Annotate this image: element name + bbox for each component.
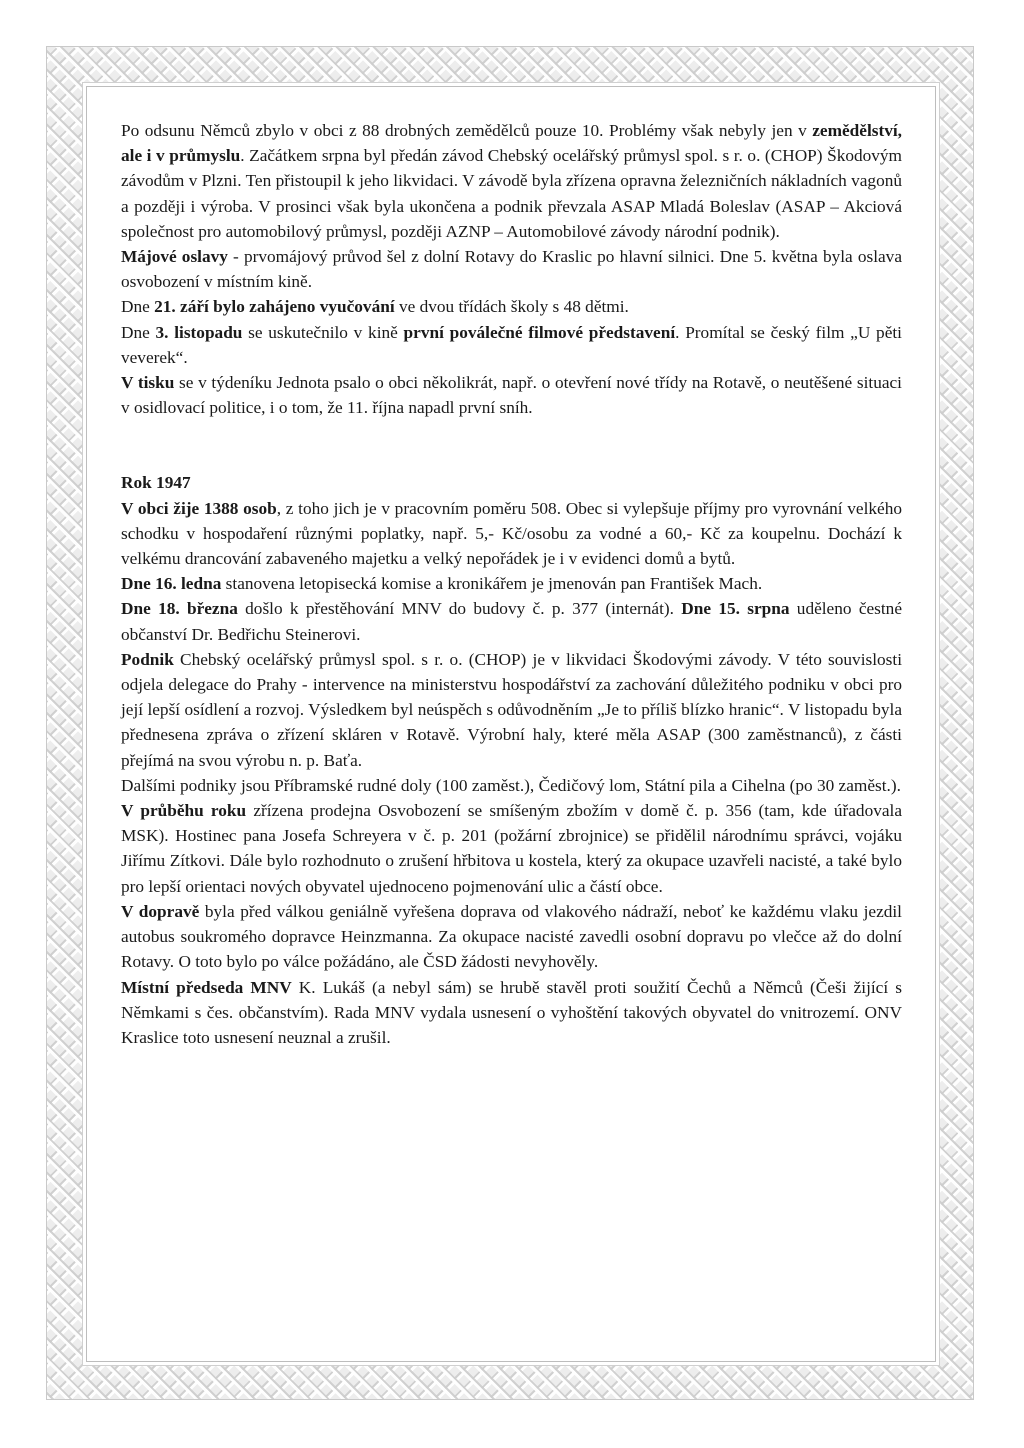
text: - prvomájový průvod šel z dolní Rotavy do Kraslic po hlavní silnici. Dne 5. května byla oslava osvobození v místním kině. (121, 247, 902, 292)
text: . Začátkem srpna byl předán závod Chebský ocelářský průmysl spol. s r. o. (CHOP) Škodovým závodům v Plzni. Ten přistoupil k jeho likvidaci. V závodě byla zřízena opravna železničních nákladních vagonů a později i výroba. V prosinci však byla ukončena a podnik převzala ASAP Mladá Boleslav (ASAP – Akciová společnost pro automobilový průmysl, později AZNP – Automobilové závody národní podnik). (121, 146, 902, 241)
paragraph-doprava (121, 899, 902, 975)
bold-text: V průběhu roku (121, 801, 247, 821)
paragraph-vyucovani (121, 294, 902, 319)
text: stanovena letopisecká komise a kronikářem je jmenován pan František Mach. (221, 574, 763, 594)
text: uděleno čestné občanství Dr. Bedřichu Steinerovi. (121, 599, 902, 644)
bold-text: V obci žije 1388 osob (121, 498, 277, 518)
bold-text: Májové oslavy (121, 247, 228, 267)
text: Dne (121, 322, 156, 342)
paragraph-odsun (121, 118, 902, 244)
paragraph-majove-oslavy (121, 244, 902, 294)
text: Po odsunu Němců zbylo v obci z 88 drobných zemědělců pouze 10. Problémy však nebyly jen v (121, 121, 813, 140)
paragraph-dalsi-podniky (121, 773, 902, 798)
text: zřízena prodejna Osvobození se smíšeným zbožím v domě č. p. 356 (tam, kde úřadovala MSK). Hostinec pana Josefa Schreyera v č. p. 201 (požární zbrojnice) se přidělil národnímu správci, vojáku Jiřímu Zítkovi. Dále bylo rozhodnuto o zrušení hřbitova u kostela, který za okupace uzavřeli nacisté, a také bylo pro lepší orientaci nových obyvatel ujednoceno pojmenování ulic a částí obce. (121, 801, 902, 896)
bold-text: zemědělství, ale i v průmyslu (121, 121, 902, 166)
paragraph-obyvatele (121, 496, 902, 572)
text: Dalšími podniky jsou Příbramské rudné doly (100 zaměst.), Čedičový lom, Státní pila a Cihelna (po 30 zaměst.). (121, 775, 901, 795)
paragraph-mnv-stehovani (121, 596, 902, 646)
paragraph-filmove-predstaveni (121, 320, 902, 370)
paragraph-predseda-mnv (121, 975, 902, 1051)
text: K. Lukáš (a nebyl sám) se hrubě stavěl proti soužití Čechů a Němců (Češi žijící s Němkami s čes. občanstvím). Rada MNV vydala usnesení o vyhoštění takových obyvatel do vnitrozemí. ONV Kraslice toto usnesení neuznal a zrušil. (121, 977, 902, 1047)
text: Dne (121, 297, 155, 317)
bold-text: Dne 18. března (121, 599, 238, 619)
text: se uskutečnilo v kině (242, 322, 404, 342)
paragraph-podnik (121, 647, 902, 773)
paragraph-v-tisku (121, 370, 902, 420)
text: . Promítal se český film „U pěti veverek“. (121, 322, 902, 367)
text: , z toho jich je v pracovním poměru 508. Obec si vylepšuje příjmy pro vyrovnání velkého schodku v hospodaření různými poplatky, např. 5,- Kč/osobu za vodné a 60,- Kč za koupelnu. Dochází k velkému drancování zabaveného majetku a velký nepořádek je i v evidenci domů a bytů. (121, 498, 903, 569)
bold-text: první poválečné filmové představení (403, 322, 676, 342)
heading-text: Rok 1947 (121, 473, 191, 493)
bold-text: Dne 15. srpna (681, 599, 790, 619)
paragraph-letopisecka-komise (121, 571, 902, 596)
bold-text: 3. listopadu (155, 322, 243, 342)
text: ve dvou třídách školy s 48 dětmi. (394, 297, 629, 317)
bold-text: Místní předseda MNV (121, 977, 292, 997)
section-heading (121, 470, 902, 495)
bold-text: Dne 16. ledna (121, 574, 222, 594)
text: Chebský ocelářský průmysl spol. s r. o. (CHOP) je v likvidaci Škodovými závody. V této souvislosti odjela delegace do Prahy - intervence na ministerstvu hospodářství za zachování důležitého podniku v obci pro její lepší osídlení a rozvoj. Výsledkem byl neúspěch s odůvodněním „Je to příliš blízko hranic“. V listopadu byla přednesena zpráva o zřízení skláren v Rotavě. Výrobní haly, které měla ASAP (300 zaměstnanců), z části přejímá na svou výrobu n. p. Baťa. (121, 649, 902, 770)
document-text (121, 118, 902, 1050)
bold-text: 21. září bylo zahájeno vyučování (154, 297, 395, 317)
bold-text: V tisku (121, 373, 175, 393)
text: se v týdeníku Jednota psalo o obci několikrát, např. o otevření nové třídy na Rotavě, o neutěšené situaci v osidlovací politice, i o tom, že 11. října napadl první sníh. (121, 373, 902, 418)
paragraph-prubeh-roku (121, 798, 902, 899)
text: došlo k přestěhování MNV do budovy č. p. 377 (internát). (237, 599, 682, 619)
bold-text: V dopravě (121, 901, 200, 921)
section-spacer (121, 420, 902, 470)
text: byla před válkou geniálně vyřešena doprava od vlakového nádraží, neboť ke každému vlaku jezdil autobus soukromého dopravce Heinzmanna. Za okupace nacisté zavedli osobní dopravu po vlečce až do dolní Rotavy. O toto bylo po válce požádáno, ale ČSD žádosti nevyhověly. (121, 901, 902, 972)
bold-text: Podnik (121, 649, 174, 669)
